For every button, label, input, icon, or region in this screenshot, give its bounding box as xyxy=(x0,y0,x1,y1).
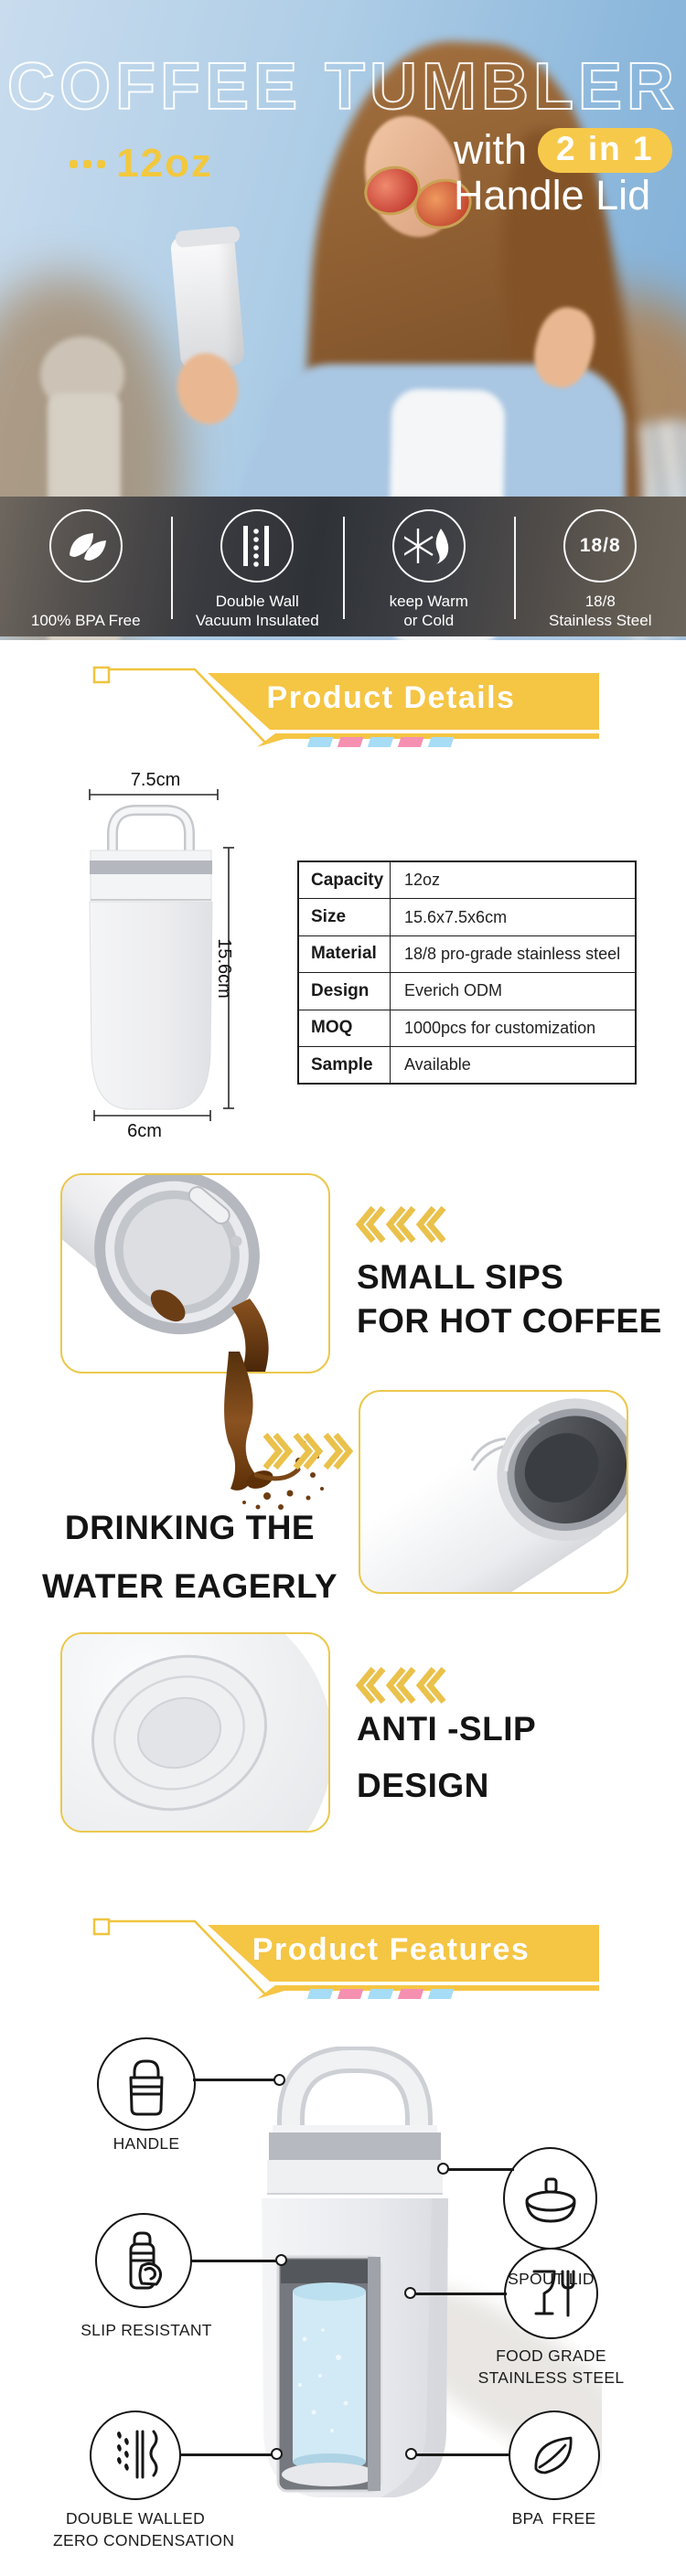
connector-line xyxy=(413,2293,507,2295)
double-wall-icon xyxy=(220,509,294,583)
callout-label-slip: SLIP RESISTANT xyxy=(80,2321,212,2339)
feature-item-stainless xyxy=(515,497,686,636)
table-row xyxy=(299,935,635,972)
callout-label-double-line2: ZERO CONDENSATION xyxy=(53,2531,235,2549)
spec-value: 12oz xyxy=(404,871,441,890)
hero-title: COFFEE TUMBLER xyxy=(7,50,679,123)
feature-label: keep Warm xyxy=(389,593,468,610)
with-label: with xyxy=(454,126,528,173)
dot-icon xyxy=(97,160,105,168)
table-row xyxy=(299,1010,635,1046)
product-card-bottom-view xyxy=(60,1632,330,1833)
connector-dot xyxy=(404,2287,416,2299)
dim-width-label: 7.5cm xyxy=(130,770,181,790)
callout-circle-spout xyxy=(503,2147,597,2250)
spec-label: Size xyxy=(299,899,391,935)
section-title-line: WATER EAGERLY xyxy=(41,1567,338,1605)
connector-dot xyxy=(275,2254,287,2266)
table-row xyxy=(299,1046,635,1083)
product-details-banner-title: Product Details xyxy=(266,680,516,715)
product-card-open-lid xyxy=(359,1390,628,1594)
spec-value: 15.6x7.5x6cm xyxy=(404,907,508,926)
callout-label-food-line2: STAINLESS STEEL xyxy=(477,2368,625,2387)
connector-line xyxy=(414,2453,509,2456)
table-row xyxy=(299,898,635,935)
callout-label-bpa: BPA FREE xyxy=(511,2509,596,2528)
slip-resistant-icon xyxy=(114,2228,173,2293)
spec-value: Available xyxy=(404,1055,471,1074)
connector-line xyxy=(446,2168,514,2171)
callout-circle-handle xyxy=(97,2037,196,2131)
connector-line xyxy=(193,2079,279,2081)
spec-value: 18/8 pro-grade stainless steel xyxy=(404,944,621,963)
bar-divider xyxy=(171,517,173,619)
dot-icon xyxy=(70,160,78,168)
bar-divider xyxy=(343,517,345,619)
feature-label: 100% BPA Free xyxy=(30,612,141,629)
spec-label: Sample xyxy=(299,1047,391,1083)
table-row xyxy=(299,862,635,898)
table-row xyxy=(299,972,635,1009)
callout-circle-bpa xyxy=(509,2410,600,2500)
features-bar xyxy=(0,497,686,636)
spec-label: MOQ xyxy=(299,1010,391,1046)
connector-dot xyxy=(437,2163,449,2175)
double-wall-drops-icon xyxy=(106,2426,165,2485)
with-line xyxy=(454,126,672,174)
section-title-line: DESIGN xyxy=(357,1767,489,1804)
capacity-label: 12oz xyxy=(116,141,213,186)
feature-item-warm-cold xyxy=(343,497,515,636)
connector-line xyxy=(179,2453,275,2456)
stainless-18-8-icon xyxy=(563,509,637,583)
dimension-figure xyxy=(78,766,288,1150)
callout-label-spout: SPOUT LID xyxy=(508,2270,595,2288)
spec-value: 1000pcs for customization xyxy=(404,1018,596,1037)
callout-label-food-line1: FOOD GRADE xyxy=(496,2346,606,2365)
open-tumbler-illustration xyxy=(360,1392,627,1592)
tumbler-in-hand xyxy=(170,231,245,370)
spec-label: Material xyxy=(299,936,391,972)
stainless-ratio-label: 18/8 xyxy=(579,535,621,556)
connector-dot xyxy=(273,2074,285,2086)
feature-label: Double Wall xyxy=(215,593,299,610)
callout-circle-double-wall xyxy=(90,2410,181,2500)
handle-lid-subtitle: Handle Lid xyxy=(454,172,651,219)
connector-line xyxy=(191,2260,281,2262)
section-title-line: SMALL SIPS xyxy=(357,1258,564,1296)
leaf-icon xyxy=(49,509,123,583)
feature-label: Vacuum Insulated xyxy=(195,612,319,629)
feature-label: Stainless Steel xyxy=(549,612,652,629)
feature-label: 18/8 xyxy=(584,593,616,610)
callout-circle-food-grade xyxy=(504,2248,598,2339)
feature-label: or Cold xyxy=(403,612,455,629)
spec-table xyxy=(297,860,637,1085)
product-features-banner-title: Product Features xyxy=(252,1932,531,1967)
tumbler-bottom-illustration xyxy=(62,1634,328,1831)
capacity-line xyxy=(70,141,213,187)
section-title-line: ANTI -SLIP xyxy=(357,1710,537,1748)
chevrons-right-icon xyxy=(263,1432,354,1470)
chevrons-left-icon xyxy=(355,1205,446,1244)
spec-label: Design xyxy=(299,973,391,1009)
warm-cold-icon xyxy=(392,509,466,583)
dim-height-label: 15.6cm xyxy=(214,938,234,999)
feature-item-double-wall xyxy=(172,497,344,636)
dim-base-label: 6cm xyxy=(127,1121,162,1141)
pouring-tumbler-illustration xyxy=(62,1175,328,1372)
connector-dot xyxy=(271,2448,283,2460)
callout-label-handle: HANDLE xyxy=(113,2134,180,2153)
spec-value: Everich ODM xyxy=(404,981,503,1000)
section-title-line: DRINKING THE xyxy=(64,1509,316,1546)
product-card-pouring xyxy=(60,1173,330,1374)
dot-icon xyxy=(83,160,91,168)
feature-item-bpa-free xyxy=(0,497,172,636)
section-title-line: FOR HOT COFFEE xyxy=(357,1302,662,1340)
leaf-icon xyxy=(527,2429,582,2482)
spout-lid-icon xyxy=(521,2168,580,2229)
two-in-one-badge: 2 in 1 xyxy=(538,128,672,173)
callout-circle-slip xyxy=(95,2213,192,2308)
handle-icon xyxy=(116,2050,177,2118)
chevrons-left-icon xyxy=(355,1666,446,1705)
spec-label: Capacity xyxy=(299,862,391,898)
connector-dot xyxy=(405,2448,417,2460)
callout-label-double-line1: DOUBLE WALLED xyxy=(65,2509,206,2528)
bar-divider xyxy=(514,517,516,619)
